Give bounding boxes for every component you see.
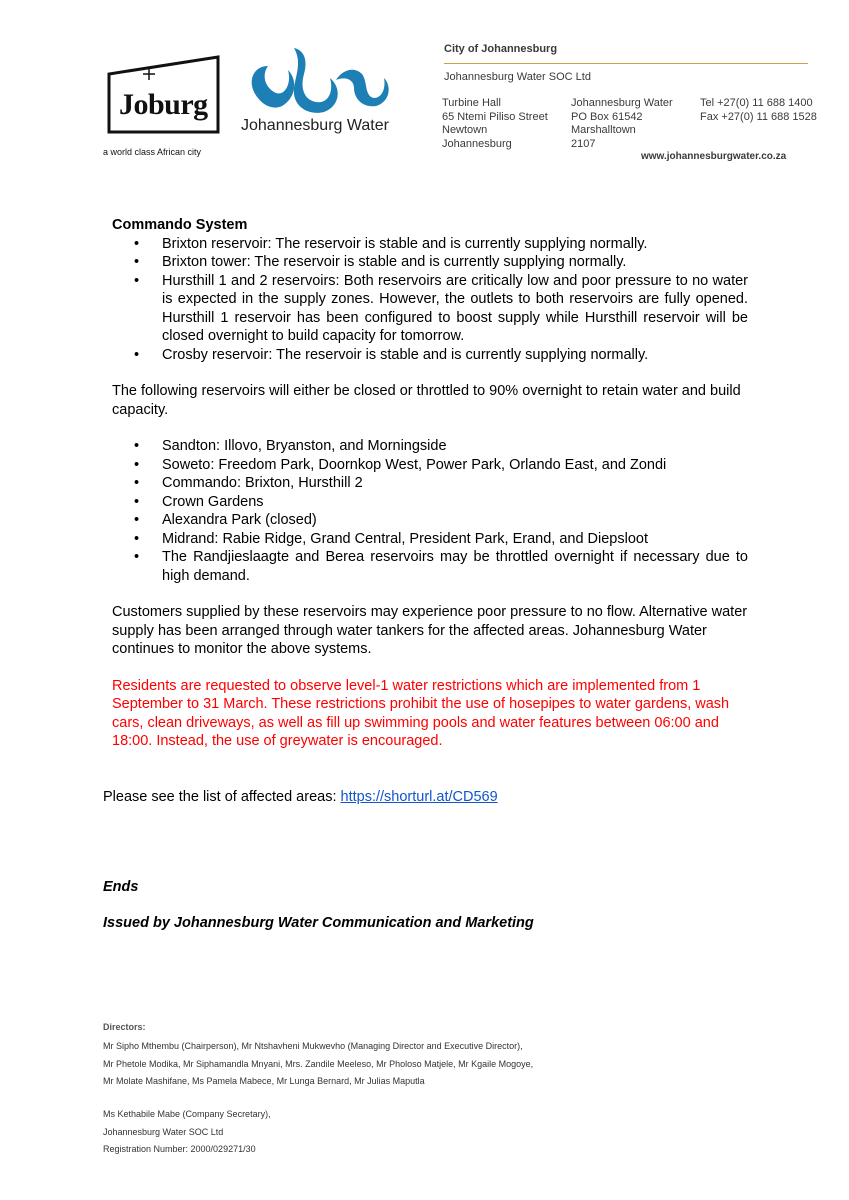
postal-line: PO Box 61542	[571, 110, 643, 123]
postal-line: 2107	[571, 137, 596, 150]
list-item	[112, 530, 748, 549]
fax: Fax +27(0) 11 688 1528	[700, 110, 817, 123]
water-wave-icon	[238, 40, 398, 118]
directors-line: Mr Molate Mashifane, Ms Pamela Mabece, Mr Lunga Bernard, Mr Julias Maputla	[103, 1076, 425, 1086]
bullet: •	[134, 475, 140, 491]
list-item	[112, 493, 748, 512]
list-item-text: Crown Gardens	[162, 493, 264, 510]
contact-numbers	[700, 97, 817, 124]
list-item	[112, 548, 748, 585]
bullet: •	[134, 530, 140, 547]
johannesburg-water-logo	[238, 40, 398, 140]
list-item-text: Brixton reservoir: The reservoir is stable and is currently supplying normally.	[162, 235, 648, 252]
status-list	[112, 235, 748, 365]
address-line: Newtown	[442, 124, 488, 136]
closure-list	[112, 437, 748, 585]
joburg-logo-text: Joburg	[119, 88, 208, 121]
list-item	[112, 346, 748, 365]
statement-body	[112, 216, 748, 751]
list-item	[112, 253, 748, 272]
bullet: •	[134, 254, 140, 270]
list-item-text: Crosby reservoir: The reservoir is stable and is currently supplying normally.	[162, 346, 649, 363]
list-item	[112, 474, 748, 493]
list-item-text: Brixton tower: The reservoir is stable and is currently supplying normally.	[162, 254, 627, 270]
registration-number: Registration Number: 2000/029271/30	[103, 1144, 256, 1154]
ends-marker: Ends	[103, 879, 139, 895]
affected-areas-link[interactable]: https://shorturl.at/CD569	[340, 789, 498, 805]
company-name: Johannesburg Water SOC Ltd	[444, 71, 591, 83]
bullet: •	[134, 456, 140, 473]
list-item	[112, 511, 748, 530]
address-line: Turbine Hall	[442, 97, 501, 109]
joburg-logo	[103, 54, 223, 159]
list-item-text: Alexandra Park (closed)	[162, 512, 317, 528]
list-item-text: The Randjieslaagte and Berea reservoirs may be throttled overnight if necessary due to high demand.	[162, 549, 748, 584]
closure-intro: The following reservoirs will either be closed or throttled to 90% overnight to retain water and build capacity.	[112, 383, 741, 418]
list-item-text: Soweto: Freedom Park, Doornkop West, Power Park, Orlando East, and Zondi	[162, 456, 667, 473]
address-line: 65 Ntemi Piliso Street	[442, 110, 548, 123]
telephone: Tel +27(0) 11 688 1400	[700, 97, 813, 109]
bullet: •	[134, 493, 140, 510]
bullet: •	[134, 346, 140, 363]
postal-line: Marshalltown	[571, 124, 636, 136]
street-address	[442, 97, 548, 151]
list-item-text: Midrand: Rabie Ridge, Grand Central, President Park, Erand, and Diepsloot	[162, 530, 649, 547]
directors-line: Mr Sipho Mthembu (Chairperson), Mr Ntshavheni Mukwevho (Managing Director and Executive Director),	[103, 1041, 523, 1051]
address-line: Johannesburg	[442, 137, 512, 150]
directors-title: Directors:	[103, 1022, 146, 1032]
bullet: •	[134, 438, 140, 454]
website: www.johannesburgwater.co.za	[641, 151, 787, 162]
section-title: Commando System	[112, 217, 248, 233]
bullet: •	[134, 549, 140, 565]
issued-by: Issued by Johannesburg Water Communication and Marketing	[103, 915, 534, 931]
joburg-tagline: a world class African city	[103, 147, 202, 157]
restrictions-note: Residents are requested to observe level-1 water restrictions which are implemented from 1 September to 31 March. These restrictions prohibit the use of hosepipes to water gardens, wash cars, clean driveways, as well as fill up swimming pools and water features between 06:00 and 18:00. Instead, the use of greywater is encouraged.	[112, 677, 730, 749]
affected-areas-label: Please see the list of affected areas:	[103, 789, 341, 805]
postal-address	[571, 97, 673, 151]
header-divider	[444, 63, 808, 64]
directors-list	[103, 1038, 533, 1091]
company-details	[103, 1106, 271, 1159]
postal-line: Johannesburg Water	[571, 97, 673, 109]
list-item-text: Commando: Brixton, Hursthill 2	[162, 475, 363, 491]
list-item	[112, 437, 748, 456]
bullet: •	[134, 512, 140, 528]
company-secretary: Ms Kethabile Mabe (Company Secretary),	[103, 1109, 271, 1119]
list-item	[112, 456, 748, 475]
city-name: City of Johannesburg	[444, 43, 558, 55]
list-item	[112, 272, 748, 346]
list-item-text: Sandton: Illovo, Bryanston, and Morningside	[162, 438, 447, 454]
list-item-text: Hursthill 1 and 2 reservoirs: Both reservoirs are critically low and poor pressure to no water is expected in the supply zones. However, the outlets to both reservoirs are fully opened. Hursthill 1 reservoir has been configured to boost supply while Hursthill reservoir will be closed overnight to build capacity for tomorrow.	[162, 272, 748, 344]
directors-line: Mr Phetole Modika, Mr Siphamandla Mnyani, Mrs. Zandile Meeleso, Mr Pholoso Matjele, Mr Kgaile Mogoye,	[103, 1058, 534, 1069]
johannesburg-water-logo-text: Johannesburg Water	[241, 117, 389, 134]
bullet: •	[134, 272, 140, 289]
company-legal-name: Johannesburg Water SOC Ltd	[103, 1126, 224, 1137]
list-item	[112, 235, 748, 254]
customers-note: Customers supplied by these reservoirs may experience poor pressure to no flow. Alternative water supply has been arranged through water tankers for the affected areas. Johannesburg Water continues to monitor the above systems.	[112, 604, 748, 657]
affected-areas-line	[103, 789, 498, 805]
bullet: •	[134, 235, 140, 252]
